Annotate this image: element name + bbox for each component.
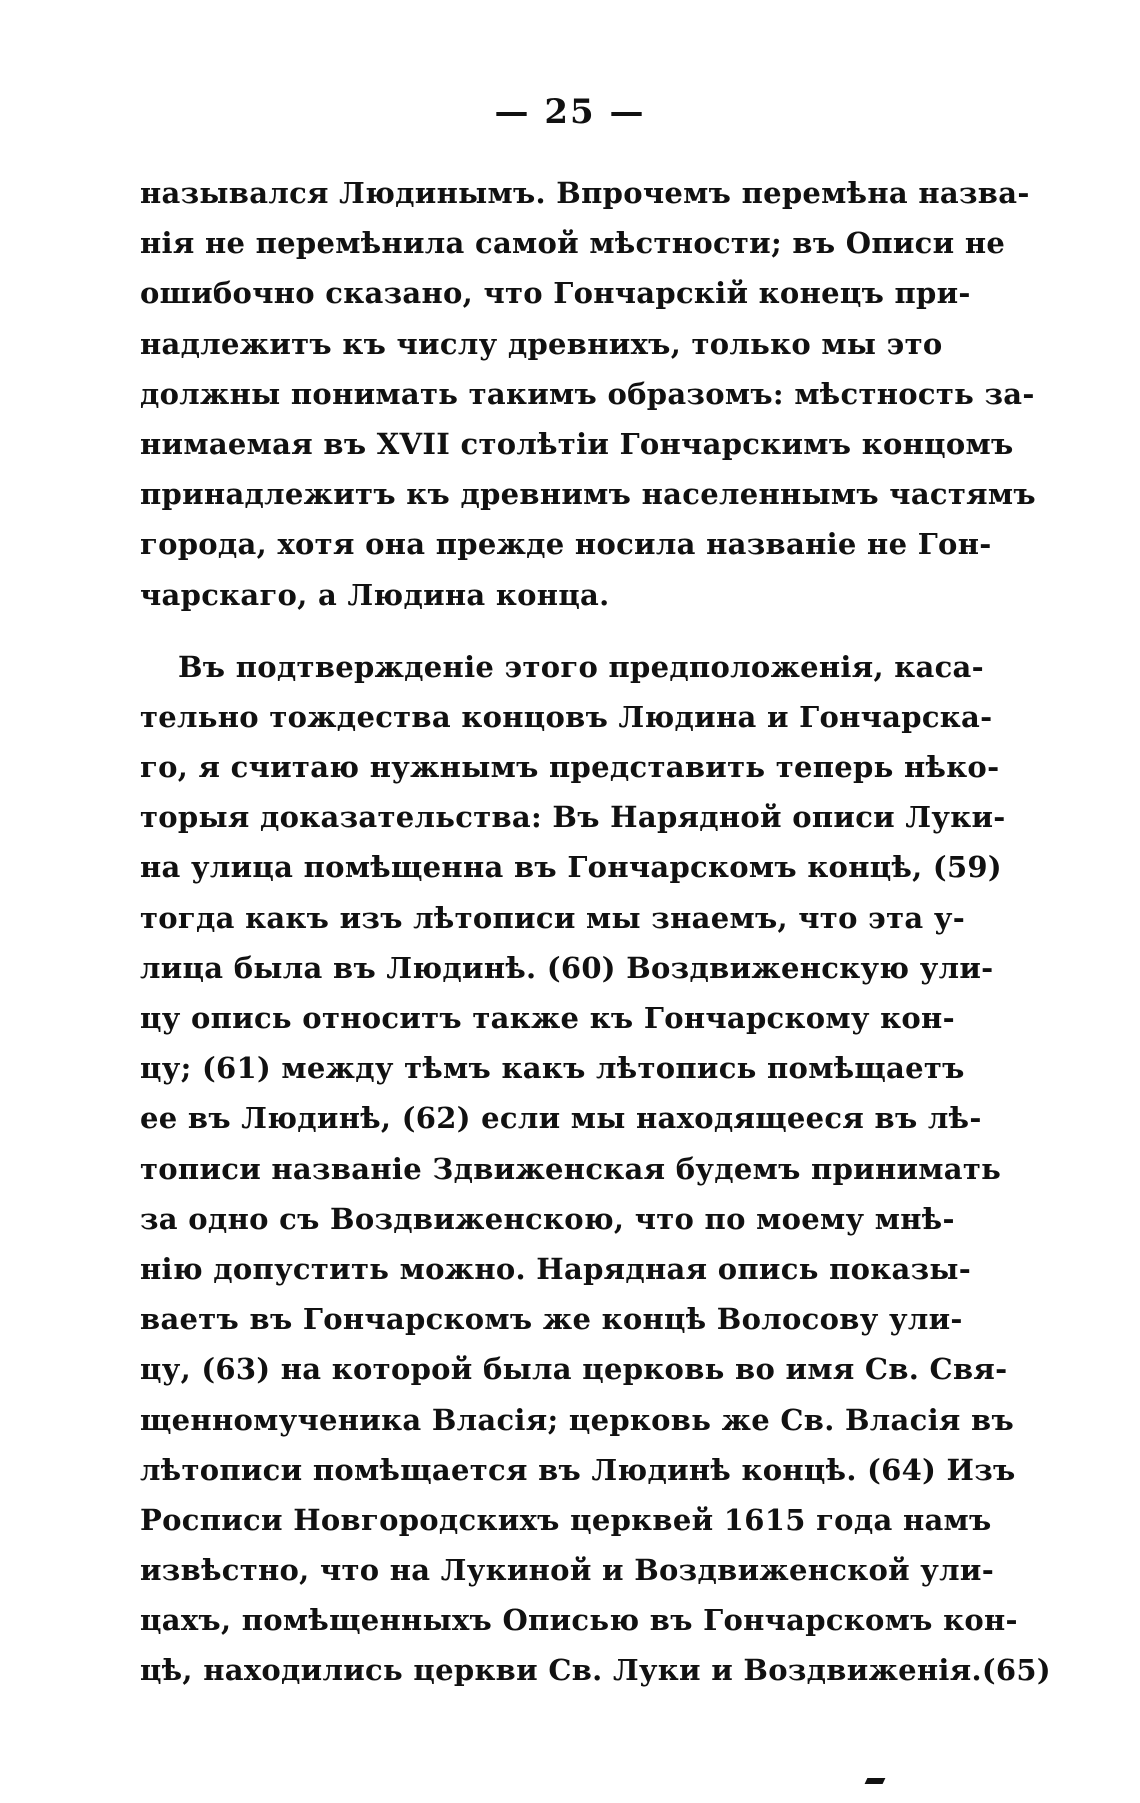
text-line: го, я считаю нужнымъ представить теперь нѣко- [140, 750, 1000, 785]
paragraph-1 [140, 168, 1036, 620]
text-line: цахъ, помѣщенныхъ Описью въ Гончарскомъ кон- [140, 1603, 1018, 1638]
body-text [140, 168, 1051, 1696]
paragraph-gap [140, 620, 925, 642]
text-line: извѣстно, что на Лукиной и Воздвиженской ули- [140, 1553, 995, 1588]
text-line: чарскаго, а Людина конца. [140, 577, 610, 612]
text-line: цу опись относитъ также къ Гончарскому кон- [140, 1001, 955, 1035]
text-line: нію допустить можно. Нарядная опись показы- [140, 1251, 972, 1286]
text-line: лица была въ Людинѣ. (60) Воздвиженскую ули- [140, 950, 994, 985]
text-line: за одно съ Воздвиженскою, что по моему мнѣ- [140, 1201, 955, 1236]
text-line: должны понимать такимъ образомъ: мѣстность за- [140, 376, 1035, 411]
text-line: нимаемая въ XVII столѣтіи Гончарскимъ концомъ [140, 426, 1014, 461]
paragraph-2 [140, 642, 1051, 1696]
text-line: ваетъ въ Гончарскомъ же концѣ Волосову ули- [140, 1302, 963, 1337]
text-line: ошибочно сказано, что Гончарскій конецъ при- [140, 276, 971, 311]
text-line: назывался Людинымъ. Впрочемъ перемѣна назва- [140, 176, 1030, 210]
text-line: торыя доказательства: Въ Нарядной описи Луки- [140, 800, 1006, 835]
page-number: — 25 — [494, 92, 646, 132]
text-line: лѣтописи помѣщается въ Людинѣ концѣ. (64) Изъ [140, 1452, 1016, 1487]
text-line: тогда какъ изъ лѣтописи мы знаемъ, что эта у- [140, 900, 966, 935]
text-line: тописи названіе Здвиженская будемъ принимать [140, 1151, 1002, 1186]
text-line: щенномученика Власія; церковь же Св. Власія въ [140, 1402, 1015, 1437]
text-line: надлежитъ къ числу древнихъ, только мы это [140, 326, 943, 361]
text-line: города, хотя она прежде носила названіе не Гон- [140, 527, 992, 562]
text-line: тельно тождества концовъ Людина и Гончарска- [140, 699, 993, 734]
text-line: Въ подтвержденіе этого предположенія, каса- [178, 649, 984, 684]
ink-mark [865, 1778, 886, 1784]
text-line: нія не перемѣнила самой мѣстности; въ Описи не [140, 226, 1006, 261]
text-line: ее въ Людинѣ, (62) если мы находящееся въ лѣ- [140, 1101, 982, 1136]
text-line: цу; (61) между тѣмъ какъ лѣтопись помѣщаетъ [140, 1051, 965, 1086]
text-line: цѣ, находились церкви Св. Луки и Воздвиженія.(65) [140, 1653, 1051, 1688]
text-line: Росписи Новгородскихъ церквей 1615 года намъ [140, 1502, 992, 1537]
text-line: на улица помѣщенна въ Гончарскомъ концѣ, (59) [140, 850, 1002, 885]
text-line: принадлежитъ къ древнимъ населеннымъ частямъ [140, 477, 1036, 512]
text-line: цу, (63) на которой была церковь во имя Св. Свя- [140, 1352, 1008, 1387]
